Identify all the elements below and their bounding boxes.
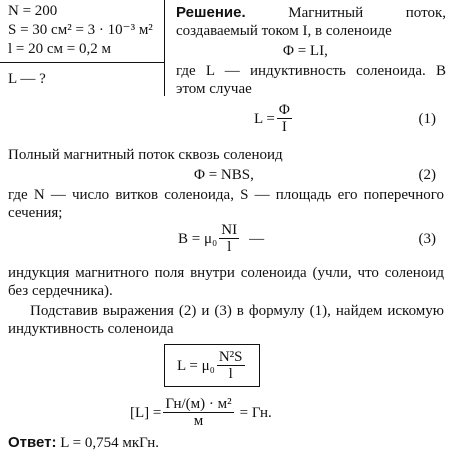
final-fraction — [217, 349, 245, 382]
equation-2: Φ = NBS, — [194, 167, 254, 183]
substitute-text: Подставив выражения (2) и (3) в формулу (1), найдем искомую индуктивность соленоида — [8, 303, 444, 337]
answer-line — [8, 434, 159, 452]
units-equation — [130, 396, 272, 429]
eq2-tag: (2) — [418, 167, 436, 183]
full-flux-text: Полный магнитный поток сквозь соленоид — [8, 147, 283, 163]
given-find: L — ? — [8, 71, 46, 87]
solution-heading: Решение. — [176, 4, 246, 21]
equation-3 — [178, 222, 264, 255]
eq1-lhs: L = — [254, 110, 275, 127]
units-numerator: Гн/(м) · м² — [165, 396, 232, 412]
eq1-numerator: Φ — [278, 102, 290, 118]
equation-flux: Φ = LI, — [283, 43, 328, 59]
given-N: N = 200 — [8, 3, 58, 19]
eq3-lhs: B = μ₀ — [178, 230, 218, 247]
final-lhs: L = μ₀ — [177, 357, 215, 374]
answer-label: Ответ: — [8, 434, 57, 451]
units-denominator: м — [193, 413, 204, 429]
eq3-fraction — [219, 222, 239, 255]
answer-value: L = 0,754 мкГн. — [60, 435, 160, 451]
final-denominator: l — [228, 366, 233, 382]
final-numerator: N²S — [218, 349, 243, 365]
final-formula-box — [164, 344, 260, 387]
given-l: l = 20 см = 0,2 м — [8, 41, 111, 57]
solution-intro — [176, 4, 446, 40]
solution-intro-text: Магнитный поток, создаваемый током I, в соленоиде — [176, 5, 446, 39]
eq3-tag: (3) — [418, 231, 436, 247]
eq3-denominator: l — [227, 239, 232, 255]
given-vertical-divider — [164, 0, 165, 96]
induction-text: индукция магнитного поля внутри соленоида (учли, что соленоид без сердечника). — [8, 265, 444, 299]
eq1-tag: (1) — [418, 111, 436, 127]
given-S: S = 30 см² = 3 · 10⁻³ м² — [8, 22, 153, 38]
units-fraction — [163, 396, 233, 429]
equation-1 — [254, 102, 294, 135]
given-divider — [0, 62, 165, 63]
units-rhs: = Гн. — [239, 404, 272, 421]
where-N-text: где N — число витков соленоида, S — площадь его поперечного сечения; — [8, 187, 444, 221]
given-block — [8, 2, 168, 59]
where-L-text: где L — индуктивность соленоида. В этом случае — [176, 63, 446, 97]
eq3-dash: — — [249, 230, 265, 247]
eq1-fraction — [277, 102, 292, 135]
eq1-denominator: I — [281, 119, 287, 135]
units-lhs: [L] = — [130, 404, 162, 421]
eq3-numerator: NI — [221, 222, 238, 238]
